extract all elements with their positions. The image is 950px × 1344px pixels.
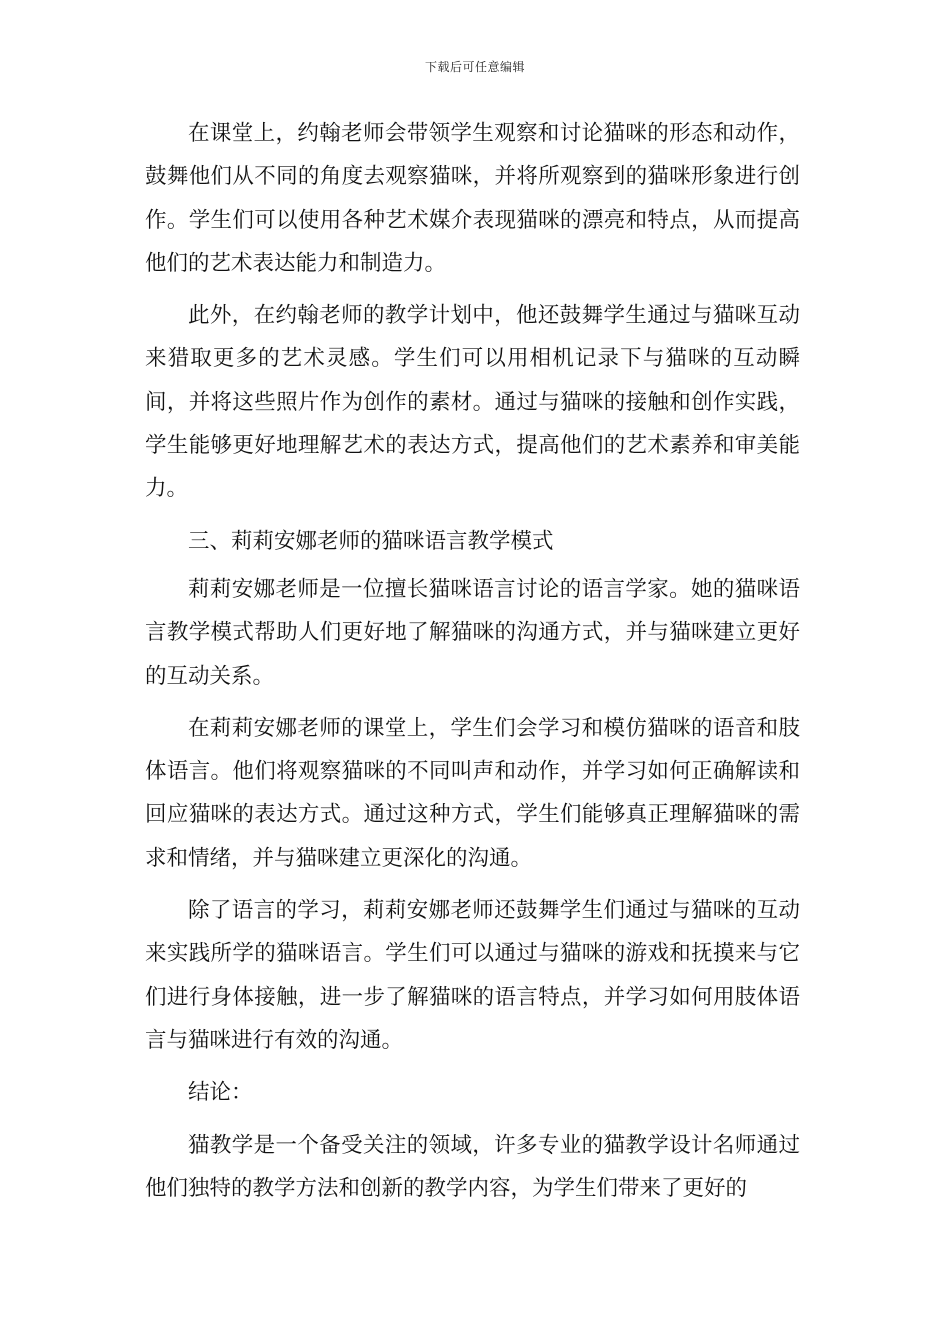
paragraph-liliana-practice: 除了语言的学习，莉莉安娜老师还鼓舞学生们通过与猫咪的互动来实践所学的猫咪语言。学生们可以通过与猫咪的游戏和抚摸来与它们进行身体接触，进一步了解猫咪的语言特点，并学习如何用肢体语言与猫咪进行有效的沟通。	[145, 898, 800, 1053]
paragraph-john-classroom: 在课堂上，约翰老师会带领学生观察和讨论猫咪的形态和动作，鼓舞他们从不同的角度去观察猫咪，并将所观察到的猫咪形象进行创作。学生们可以使用各种艺术媒介表现猫咪的漂亮和特点，从而提高他们的艺术表达能力和制造力。	[145, 121, 800, 276]
page-header-note: 下载后可任意编辑	[424, 60, 525, 74]
paragraph-liliana-classroom: 在莉莉安娜老师的课堂上，学生们会学习和模仿猫咪的语音和肢体语言。他们将观察猫咪的不同叫声和动作，并学习如何正确解读和回应猫咪的表达方式。通过这种方式，学生们能够真正理解猫咪的需求和情绪，并与猫咪建立更深化的沟通。	[145, 715, 800, 871]
section-heading-liliana: 三、莉莉安娜老师的猫咪语言教学模式	[188, 528, 554, 554]
paragraph-john-interaction: 此外，在约翰老师的教学计划中，他还鼓舞学生通过与猫咪互动来猎取更多的艺术灵感。学生们可以用相机记录下与猫咪的互动瞬间，并将这些照片作为创作的素材。通过与猫咪的接触和创作实践，学生能够更好地理解艺术的表达方式，提高他们的艺术素养和审美能力。	[145, 303, 800, 502]
conclusion-heading: 结论：	[188, 1080, 253, 1106]
paragraph-conclusion: 猫教学是一个备受关注的领域，许多专业的猫教学设计名师通过他们独特的教学方法和创新的教学内容，为学生们带来了更好的	[145, 1132, 800, 1201]
document-body	[145, 112, 800, 1210]
paragraph-liliana-intro: 莉莉安娜老师是一位擅长猫咪语言讨论的语言学家。她的猫咪语言教学模式帮助人们更好地了解猫咪的沟通方式，并与猫咪建立更好的互动关系。	[145, 576, 800, 689]
